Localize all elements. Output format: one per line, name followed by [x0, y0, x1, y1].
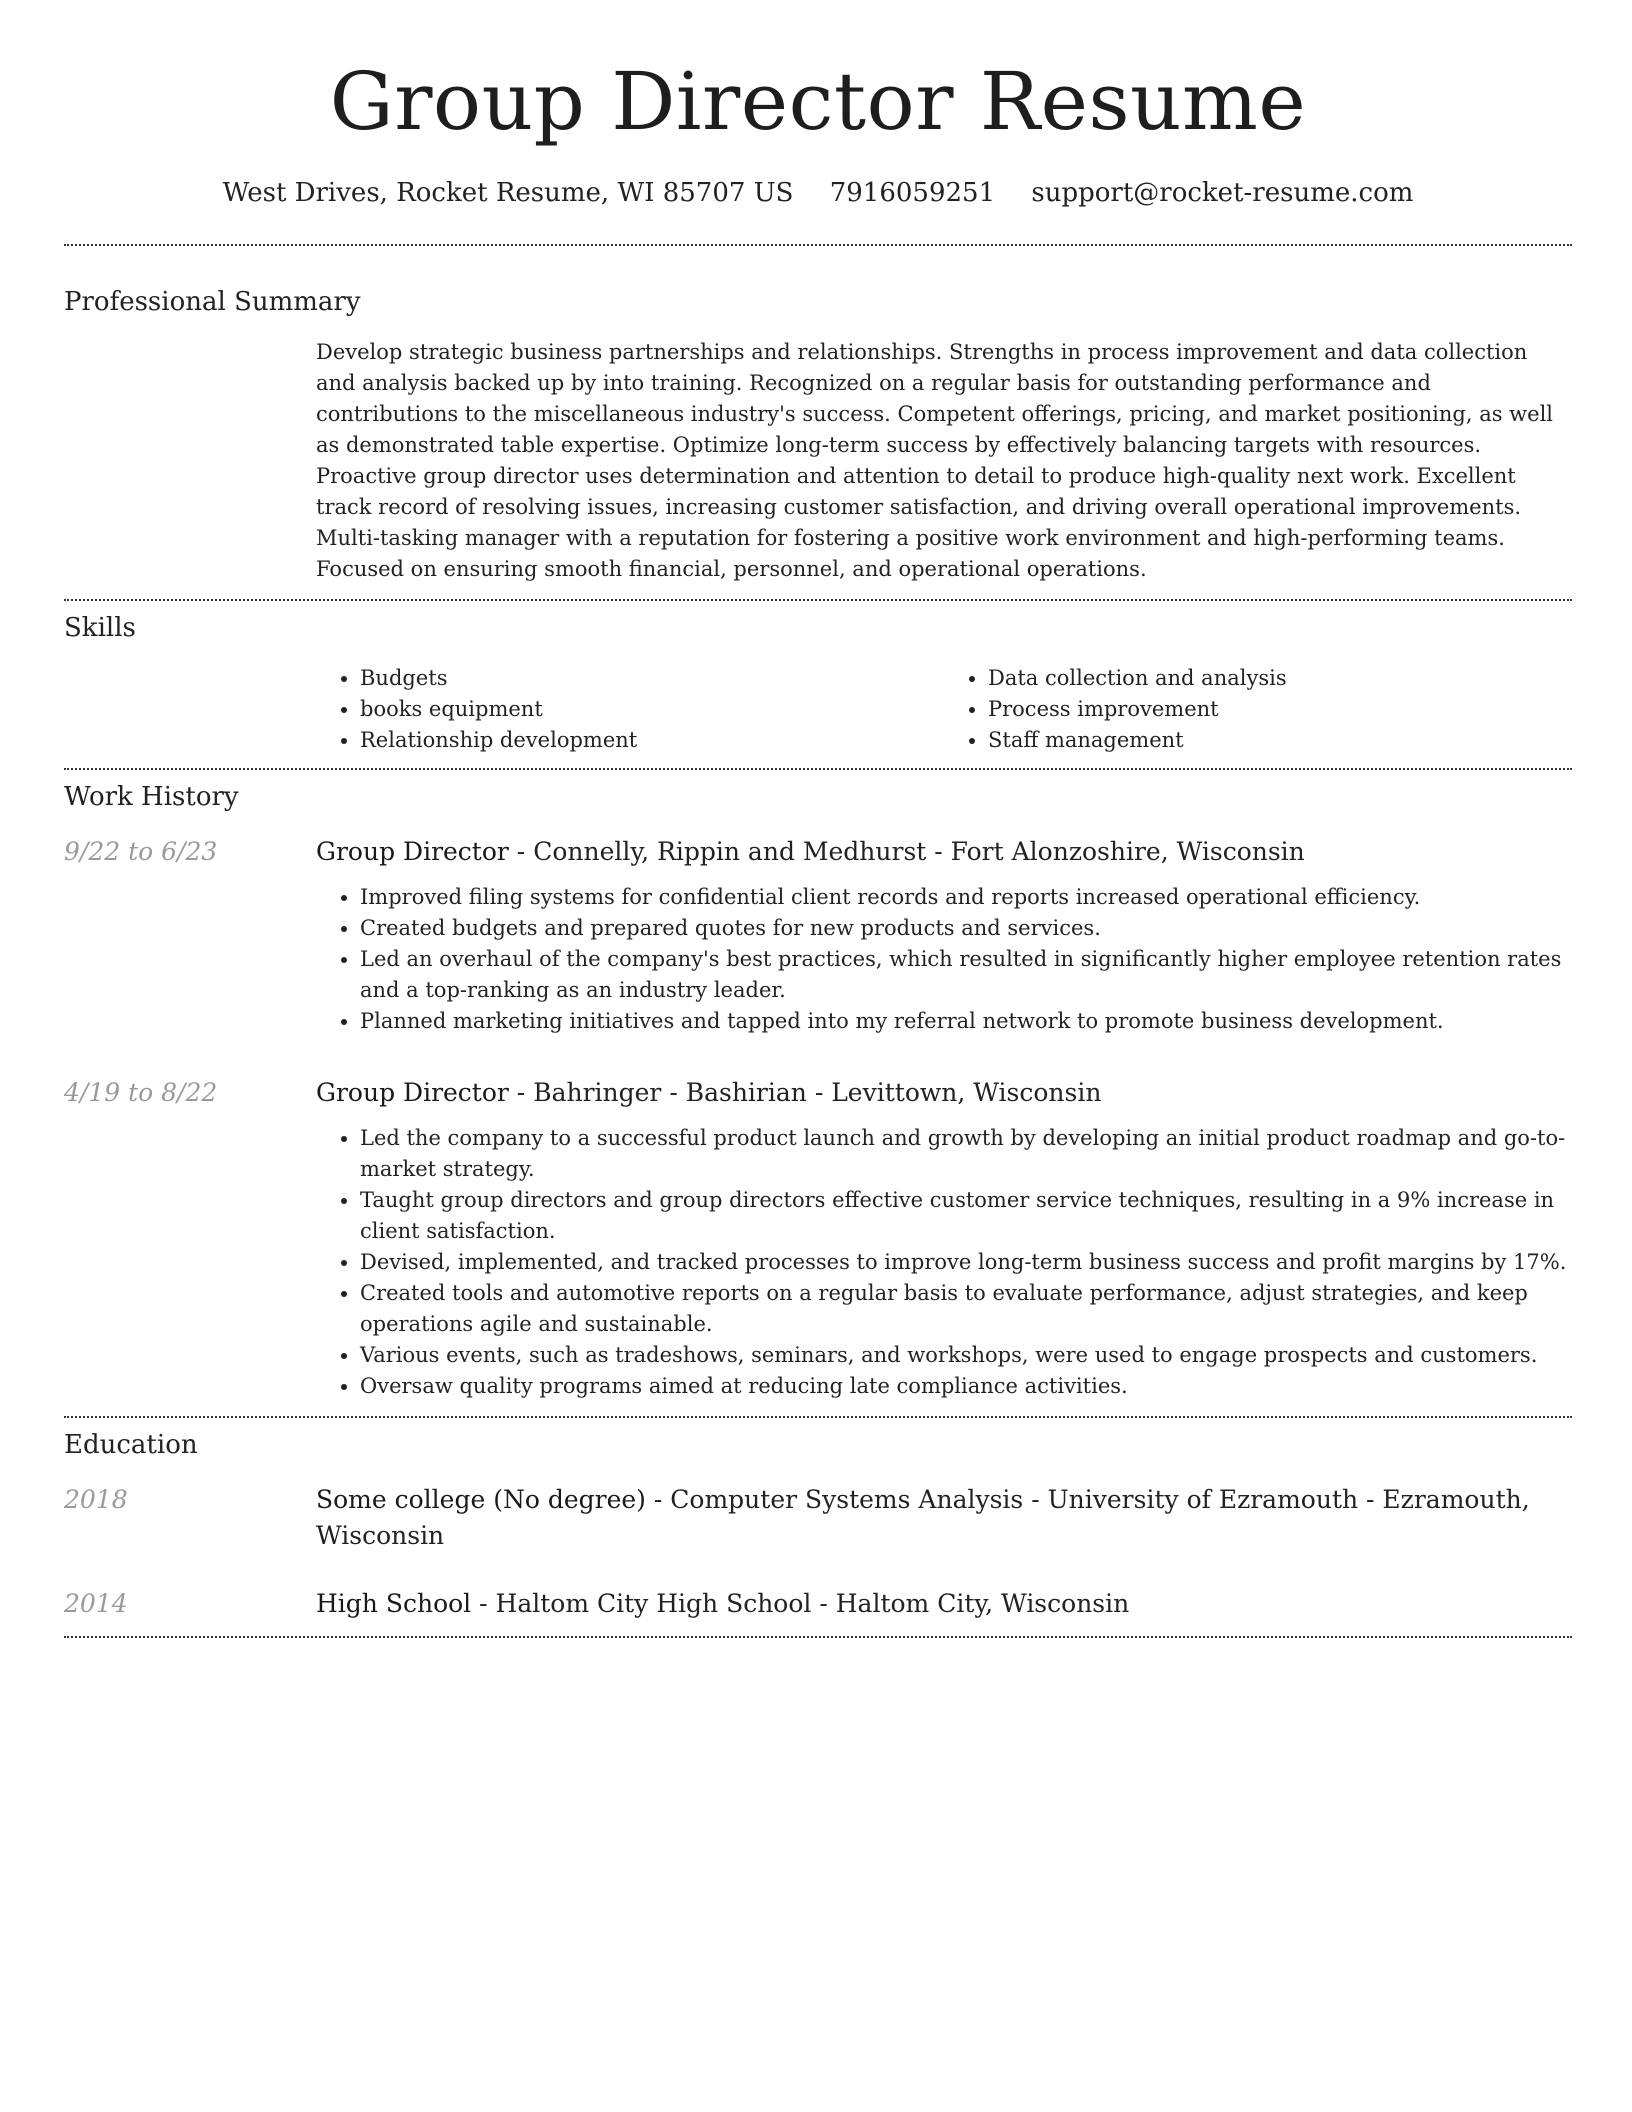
education-entry	[64, 1482, 1572, 1554]
skill-item: • Data collection and analysis	[988, 663, 1572, 694]
job-role: Group Director	[316, 837, 509, 866]
section-title-summary: Professional Summary	[64, 287, 361, 317]
section-title-education: Education	[64, 1430, 198, 1460]
job-employer: - Connelly, Rippin and Medhurst - Fort Alonzoshire, Wisconsin	[508, 837, 1305, 866]
job-bullet: • Led an overhaul of the company's best practices, which resulted in significantly higher employee retention rates and a top-ranking as an industry leader.	[360, 944, 1572, 1006]
job-bullet: • Created tools and automotive reports on a regular basis to evaluate performance, adjust strategies, and keep operations agile and sustainable.	[360, 1278, 1572, 1340]
skill-item: • Staff management	[988, 725, 1572, 756]
skills-list-right	[944, 663, 1572, 756]
job-bullets	[316, 1123, 1572, 1402]
education-degree: High School	[316, 1589, 472, 1618]
job-heading	[316, 1075, 1572, 1111]
section-title-skills: Skills	[64, 613, 136, 643]
skill-item: • Budgets	[360, 663, 944, 694]
skills-section	[64, 601, 1572, 768]
skill-item: • Process improvement	[988, 694, 1572, 725]
job-employer: - Bahringer - Bashirian - Levittown, Wisconsin	[508, 1078, 1102, 1107]
job-bullet: • Created budgets and prepared quotes for new products and services.	[360, 913, 1572, 944]
education-entry	[64, 1586, 1572, 1622]
contact-email: support@rocket-resume.com	[1031, 178, 1414, 208]
resume-page	[64, 0, 1572, 1638]
work-section	[64, 770, 1572, 1416]
job-bullet: • Oversaw quality programs aimed at reducing late compliance activities.	[360, 1371, 1572, 1402]
job-bullet: • Planned marketing initiatives and tapped into my referral network to promote business development.	[360, 1006, 1572, 1037]
skill-item: • books equipment	[360, 694, 944, 725]
contact-address: West Drives, Rocket Resume, WI 85707 US	[222, 178, 794, 208]
job-bullet: • Improved filing systems for confidential client records and reports increased operational efficiency.	[360, 882, 1572, 913]
resume-title: Group Director Resume	[329, 55, 1307, 148]
job-role: Group Director	[316, 1078, 509, 1107]
job-bullet: • Taught group directors and group directors effective customer service techniques, resulting in a 9% increase in client satisfaction.	[360, 1185, 1572, 1247]
education-year: 2014	[64, 1589, 128, 1618]
summary-section	[64, 246, 1572, 599]
job-bullets	[316, 882, 1572, 1037]
section-title-work: Work History	[64, 782, 239, 812]
education-school: - Haltom City High School - Haltom City, Wisconsin	[471, 1589, 1130, 1618]
education-section	[64, 1418, 1572, 1636]
job-entry	[64, 1075, 1572, 1402]
job-dates: 9/22 to 6/23	[64, 837, 218, 866]
education-school: - Computer Systems Analysis - University of Ezramouth - Ezramouth, Wisconsin	[316, 1485, 1530, 1550]
job-bullet: • Devised, implemented, and tracked processes to improve long-term business success and profit margins by 17%.	[360, 1247, 1572, 1278]
divider	[64, 1636, 1572, 1638]
skills-list-left	[316, 663, 944, 756]
job-bullet: • Various events, such as tradeshows, seminars, and workshops, were used to engage prospects and customers.	[360, 1340, 1572, 1371]
contact-phone: 7916059251	[829, 178, 996, 208]
education-degree: Some college (No degree)	[316, 1485, 646, 1514]
job-dates: 4/19 to 8/22	[64, 1078, 218, 1107]
job-bullet: • Led the company to a successful product launch and growth by developing an initial product roadmap and go-to-market strategy.	[360, 1123, 1572, 1185]
summary-text: Develop strategic business partnerships and relationships. Strengths in process improvement and data collection and analysis backed up by into training. Recognized on a regular basis for outstanding performance and contributions to the miscellaneous industry's success. Competent offerings, pricing, and market positioning, as well as demonstrated table expertise. Optimize long-term success by effectively balancing targets with resources. Proactive group director uses determination and attention to detail to produce high-quality next work. Excellent track record of resolving issues, increasing customer satisfaction, and driving overall operational improvements. Multi-tasking manager with a reputation for fostering a positive work environment and high-performing teams. Focused on ensuring smooth financial, personnel, and operational operations.	[316, 340, 1554, 581]
education-heading	[316, 1482, 1572, 1554]
skill-item: • Relationship development	[360, 725, 944, 756]
education-heading	[316, 1586, 1572, 1622]
education-year: 2018	[64, 1485, 128, 1514]
contact-line	[64, 176, 1572, 210]
job-heading	[316, 834, 1572, 870]
job-entry	[64, 834, 1572, 1037]
